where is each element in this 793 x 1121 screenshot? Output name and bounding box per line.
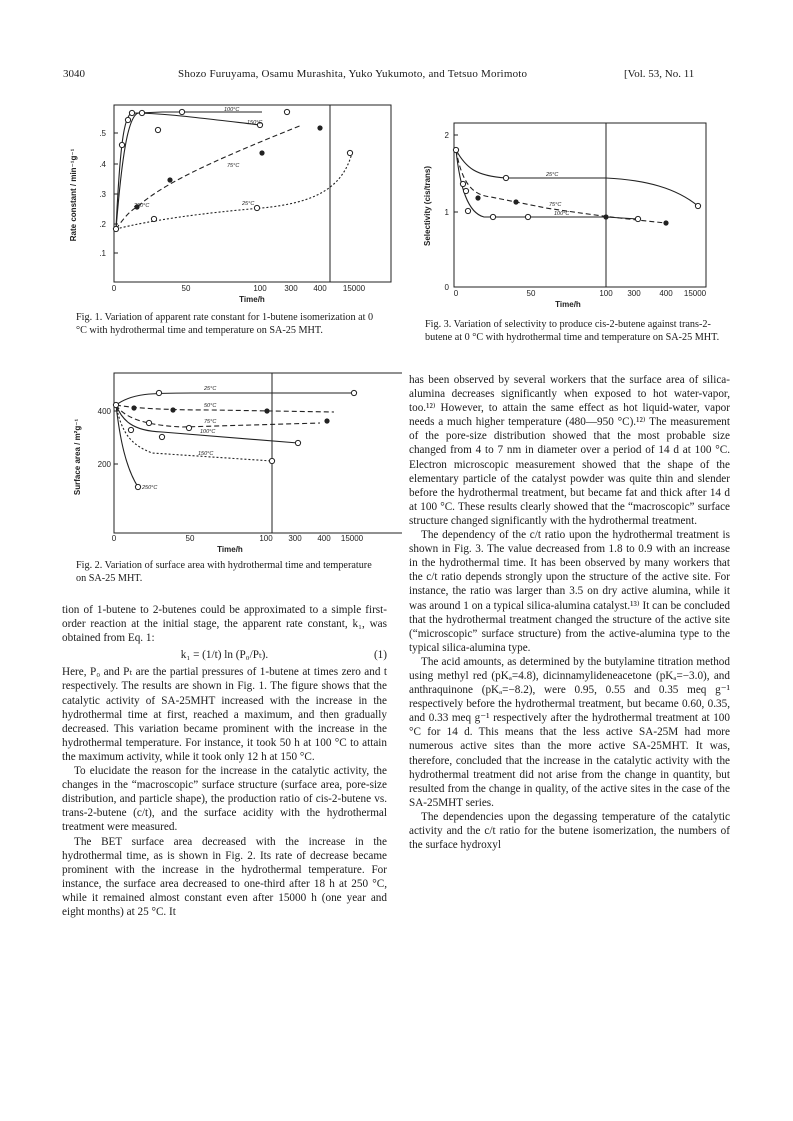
fig1-xtick-100: 100 bbox=[253, 284, 267, 293]
equation-1 bbox=[62, 648, 387, 662]
fig3-plot-frame bbox=[454, 123, 706, 287]
fig3-caption: Fig. 3. Variation of selectivity to produce cis-2-butene against trans-2-butene at 0 °C with hydrothermal time and temperature on SA-25 MHT. bbox=[425, 319, 720, 343]
fig2-markers bbox=[113, 390, 356, 489]
right-paragraph-3: The acid amounts, as determined by the butylamine titration method using methyl red (pKₐ=4.8), dicinnamylideneacetone (pKₐ=−3.0), and anthraquinone (pKₐ=−8.2), were 0.95, 0.55 and 0.35 meq g⁻¹ respectively before the hydrothermal treatment, but became 0.60, 0.35, and 0.33 meq g⁻¹ respectively after the hydrothermal treatment at 100 °C for 14 d. This means that the less active SA-25M had more numerous active sites than the more active SA-25MHT. It was, therefore, concluded that the increase in the catalytic activity with the hydrothermal treatment did not arise from the change in quantity, but resulted from the change in quality, of the active sites in the case of the SA-25MHT series. bbox=[409, 655, 730, 809]
fig2-caption: Fig. 2. Variation of surface area with hydrothermal time and temperature on SA-25 MHT. bbox=[76, 560, 372, 584]
fig1-curve-100C bbox=[116, 112, 262, 229]
fig2-label-75C: 75°C bbox=[204, 419, 217, 425]
right-paragraph-1: has been observed by several workers that the surface area of silica-alumina decreases significantly when exposed to hot water-vapor, too.¹²⁾ However, to attain the same effect as hot liquid-water, vapor needs a much higher temperature (480—950 °C).¹²⁾ The measurement of the pore-size distribution showed that the most probable size changed from 4 to 7 nm in diameter over a period of 14 d at 100 °C. Electron microscopic measurement showed that the shape of the elementary particle of the catalyst powder was quite thin and slender before the hydrothermal treatment, but became fat and thick after 14 d at 100 °C. These results clearly showed that the “macroscopic” surface structure changed significantly with the hydrothermal treatment. bbox=[409, 374, 730, 527]
fig2-label-50C: 50°C bbox=[204, 403, 217, 409]
fig3-xtick-50: 50 bbox=[526, 289, 536, 298]
fig3-xtick-300: 300 bbox=[627, 289, 641, 298]
fig3-x-ticks bbox=[454, 289, 707, 298]
fig1-ylabel: Rate constant / min⁻¹g⁻¹ bbox=[69, 148, 78, 242]
right-column bbox=[409, 373, 730, 852]
fig2-xtick-400: 400 bbox=[317, 534, 331, 543]
fig2-label-25C: 25°C bbox=[204, 386, 217, 392]
fig2-y-ticks bbox=[98, 407, 118, 469]
fig3-label-100C: 100°C bbox=[554, 211, 570, 217]
fig1-label-100C: 100°C bbox=[224, 107, 240, 113]
fig1-xtick-15000: 15000 bbox=[342, 284, 366, 293]
fig1-xtick-400: 400 bbox=[313, 284, 327, 293]
fig1-curve-150C bbox=[116, 113, 263, 229]
fig1-xlabel: Time/h bbox=[239, 295, 265, 304]
fig2-x-ticks bbox=[112, 534, 364, 543]
fig2-ytick-200: 200 bbox=[97, 460, 111, 469]
fig2-curve-150C bbox=[116, 405, 272, 461]
fig2-label-250C: 250°C bbox=[142, 485, 158, 491]
fig2-label-150C: 150°C bbox=[198, 451, 214, 457]
left-paragraph-2: Here, P₀ and Pₜ are the partial pressures of 1-butene at times zero and t respectively. The results are shown in Fig. 1. The figure shows that the catalytic activity of SA-25MHT increased with the increase in the hydrothermal time at first, reached a maximum, and then gradually decreased. This variation became prominent with the increase in the hydrothermal temperature. For instance, it took 50 h at 100 °C to attain the maximum activity, while it took only 12 h at 150 °C. bbox=[62, 666, 387, 763]
fig2-ytick-400: 400 bbox=[97, 407, 111, 416]
fig2-xlabel: Time/h bbox=[217, 545, 243, 554]
right-paragraph-4: The dependencies upon the degassing temperature of the catalytic activity and the c/t ratio for the butene isomerization, the numbers of the surface hydroxyl bbox=[409, 810, 730, 852]
fig2-xtick-50: 50 bbox=[185, 534, 195, 543]
fig2-curve-25C bbox=[116, 393, 354, 405]
fig1-ytick-5: .5 bbox=[99, 129, 106, 138]
fig3-xlabel: Time/h bbox=[555, 300, 581, 309]
fig2-xtick-300: 300 bbox=[288, 534, 302, 543]
fig1-xtick-50: 50 bbox=[181, 284, 191, 293]
fig1-curve-75C bbox=[116, 125, 302, 229]
fig1-markers bbox=[113, 109, 352, 231]
fig3-xtick-15000: 15000 bbox=[683, 289, 707, 298]
figure-2 bbox=[62, 365, 402, 560]
fig1-xtick-300: 300 bbox=[284, 284, 298, 293]
journal-ref: [Vol. 53, No. 11 bbox=[624, 68, 695, 80]
left-column bbox=[62, 603, 387, 919]
page-number: 3040 bbox=[63, 68, 85, 80]
fig1-ytick-3: .3 bbox=[99, 190, 106, 199]
left-paragraph-3: To elucidate the reason for the increase in the catalytic activity, the changes in the “macroscopic” surface structure (surface area, pore-size distribution, and particle shape), the production ratio of cis-2-butene vs. trans-2-butene (c/t), and the surface acidity with the hydrothermal treatment were measured. bbox=[62, 765, 387, 834]
right-paragraph-2: The dependency of the c/t ratio upon the hydrothermal treatment is shown in Fig. 3. The value decreased from 1.8 to 0.9 with an increase in the hydrothermal time. It has been observed by many workers that the c/t ratio depends strongly upon the structure of the active site. For instance, the ratio was larger than 3.5 on dry active alumina, while it was around 1 on a typical silica-alumina catalyst.¹³⁾ It can be concluded that the hydrothermal treatment changed the structure of the active site (“microscopic” surface structure) from the active-alumina type to the typical silica-alumina type. bbox=[409, 529, 730, 654]
fig1-ytick-1: .1 bbox=[99, 249, 106, 258]
fig1-label-75C: 75°C bbox=[227, 163, 240, 169]
fig2-ylabel: Surface area / m²g⁻¹ bbox=[73, 418, 82, 496]
fig3-markers bbox=[453, 147, 700, 225]
fig1-ytick-2: .2 bbox=[99, 220, 106, 229]
fig3-xtick-400: 400 bbox=[659, 289, 673, 298]
figure-1 bbox=[62, 95, 402, 307]
fig3-xtick-0: 0 bbox=[453, 289, 459, 298]
left-paragraph-1: tion of 1-butene to 2-butenes could be approximated to a simple first-order reaction at the initial stage, the apparent rate constant, k₁, was obtained from Eq. 1: bbox=[62, 604, 387, 645]
fig2-xtick-15000: 15000 bbox=[340, 534, 364, 543]
fig1-x-ticks bbox=[112, 284, 366, 293]
fig3-xtick-100: 100 bbox=[599, 289, 613, 298]
figure-3 bbox=[416, 118, 716, 313]
fig1-caption: Fig. 1. Variation of apparent rate constant for 1-butene isomerization at 0 °C with hydrothermal time and temperature on SA-25 MHT. bbox=[76, 312, 374, 336]
fig2-xtick-100: 100 bbox=[259, 534, 273, 543]
fig1-label-150C: 150°C bbox=[247, 120, 263, 126]
fig3-ytick-0: 0 bbox=[444, 283, 449, 292]
fig1-label-250C: 250°C bbox=[134, 203, 150, 209]
fig3-label-75C: 75°C bbox=[549, 202, 562, 208]
fig1-label-25C: 25°C bbox=[242, 201, 255, 207]
fig2-xtick-0: 0 bbox=[111, 534, 117, 543]
fig3-ytick-1: 1 bbox=[444, 208, 449, 217]
fig3-label-25C: 25°C bbox=[546, 172, 559, 178]
fig1-xtick-0: 0 bbox=[111, 284, 117, 293]
fig3-y-ticks bbox=[445, 131, 458, 292]
fig3-ylabel: Selectivity (cis/trans) bbox=[423, 165, 432, 247]
fig3-ytick-2: 2 bbox=[444, 131, 449, 140]
left-paragraph-4: The BET surface area decreased with the increase in the hydrothermal time, as is shown in Fig. 2. Its rate of decrease became prominent with the increase in the hydrothermal temperature. For instance, the surface area decreased to one-third after 18 h at 250 °C, while it remained almost constant even after 15000 h (one year and eight months) at 25 °C. It bbox=[62, 835, 387, 918]
equation-number: (1) bbox=[373, 649, 387, 662]
fig1-ytick-4: .4 bbox=[99, 160, 106, 169]
fig2-curve-50C bbox=[116, 405, 334, 412]
fig1-y-ticks bbox=[99, 129, 118, 258]
equation-text: k₁ = (1/t) ln (P₀/Pₜ). bbox=[180, 649, 269, 662]
authors: Shozo Furuyama, Osamu Murashita, Yuko Yukumoto, and Tetsuo Morimoto bbox=[178, 68, 528, 80]
fig2-label-100C: 100°C bbox=[200, 429, 216, 435]
